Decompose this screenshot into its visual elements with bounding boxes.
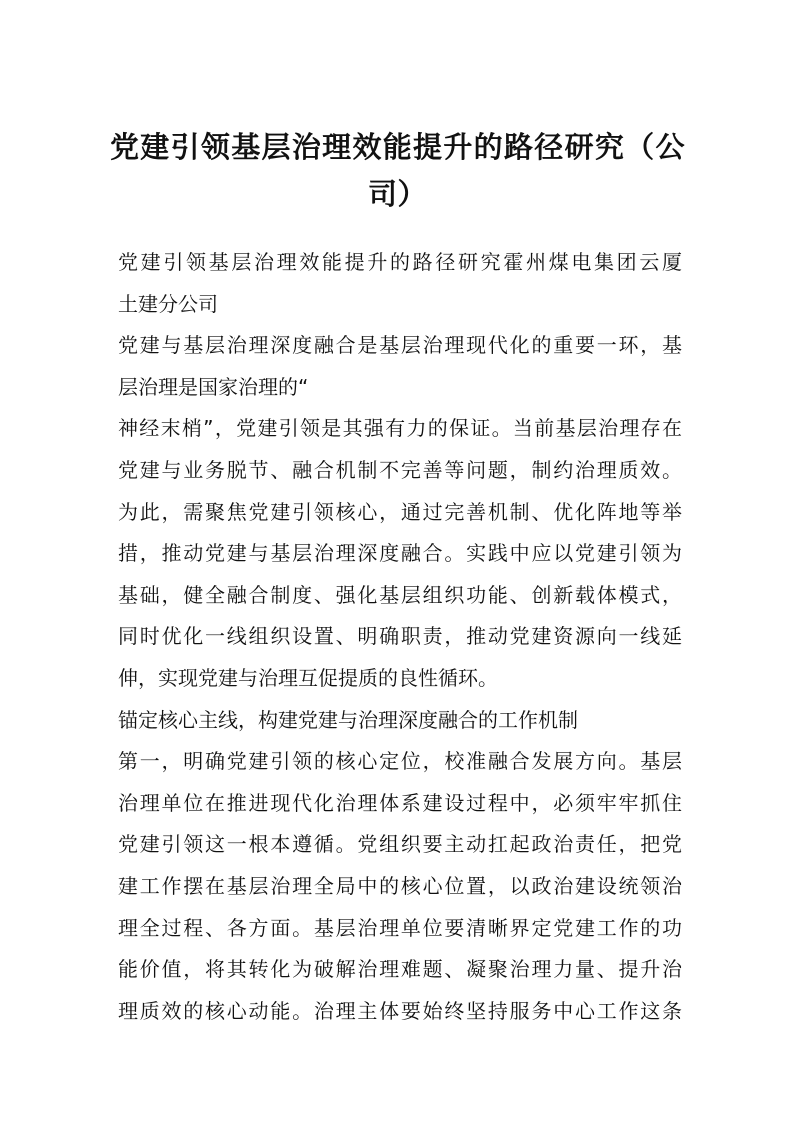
body-text-line: 党建与基层治理深度融合是基层治理现代化的重要一环，基 — [118, 333, 682, 358]
body-text-line: 第一，明确党建引领的核心定位，校准融合发展方向。基层 — [118, 749, 682, 774]
body-text-line: 同时优化一线组织设置、明确职责，推动党建资源向一线延 — [118, 624, 682, 649]
body-text-line: 建工作摆在基层治理全局中的核心位置，以政治建设统领治 — [118, 873, 682, 898]
body-text-line: 党建引领基层治理效能提升的路径研究霍州煤电集团云厦 — [118, 250, 682, 274]
body-text-line: 基础，健全融合制度、强化基层组织功能、创新载体模式， — [118, 582, 682, 607]
document-title-line-1: 党建引领基层治理效能提升的路径研究（公 — [110, 130, 685, 164]
body-text-line: 党建与业务脱节、融合机制不完善等问题，制约治理质效。 — [118, 457, 682, 482]
body-text-line: 层治理是国家治理的“ — [118, 374, 309, 399]
body-text-line: 理质效的核心动能。治理主体要始终坚持服务中心工作这条 — [118, 998, 682, 1023]
document-body — [118, 242, 682, 1032]
body-text-line: 措，推动党建与基层治理深度融合。实践中应以党建引领为 — [118, 541, 682, 566]
document-title-line-2: 司） — [367, 177, 427, 211]
body-text-line: 党建引领这一根本遵循。党组织要主动扛起政治责任，把党 — [118, 832, 682, 857]
body-text-line: 锚定核心主线，构建党建与治理深度融合的工作机制 — [118, 707, 578, 732]
body-text-line: 治理单位在推进现代化治理体系建设过程中，必须牢牢抓住 — [118, 790, 682, 815]
body-text-line: 能价值，将其转化为破解治理难题、凝聚治理力量、提升治 — [118, 957, 682, 982]
body-text-line: 土建分公司 — [118, 291, 218, 316]
body-text-line: 理全过程、各方面。基层治理单位要清晰界定党建工作的功 — [118, 915, 682, 940]
body-text-line: 为此，需聚焦党建引领核心，通过完善机制、优化阵地等举 — [118, 499, 682, 524]
body-text-line: 神经末梢”，党建引领是其强有力的保证。当前基层治理存在 — [118, 416, 682, 441]
body-text-line: 伸，实现党建与治理互促提质的良性循环。 — [118, 665, 498, 690]
